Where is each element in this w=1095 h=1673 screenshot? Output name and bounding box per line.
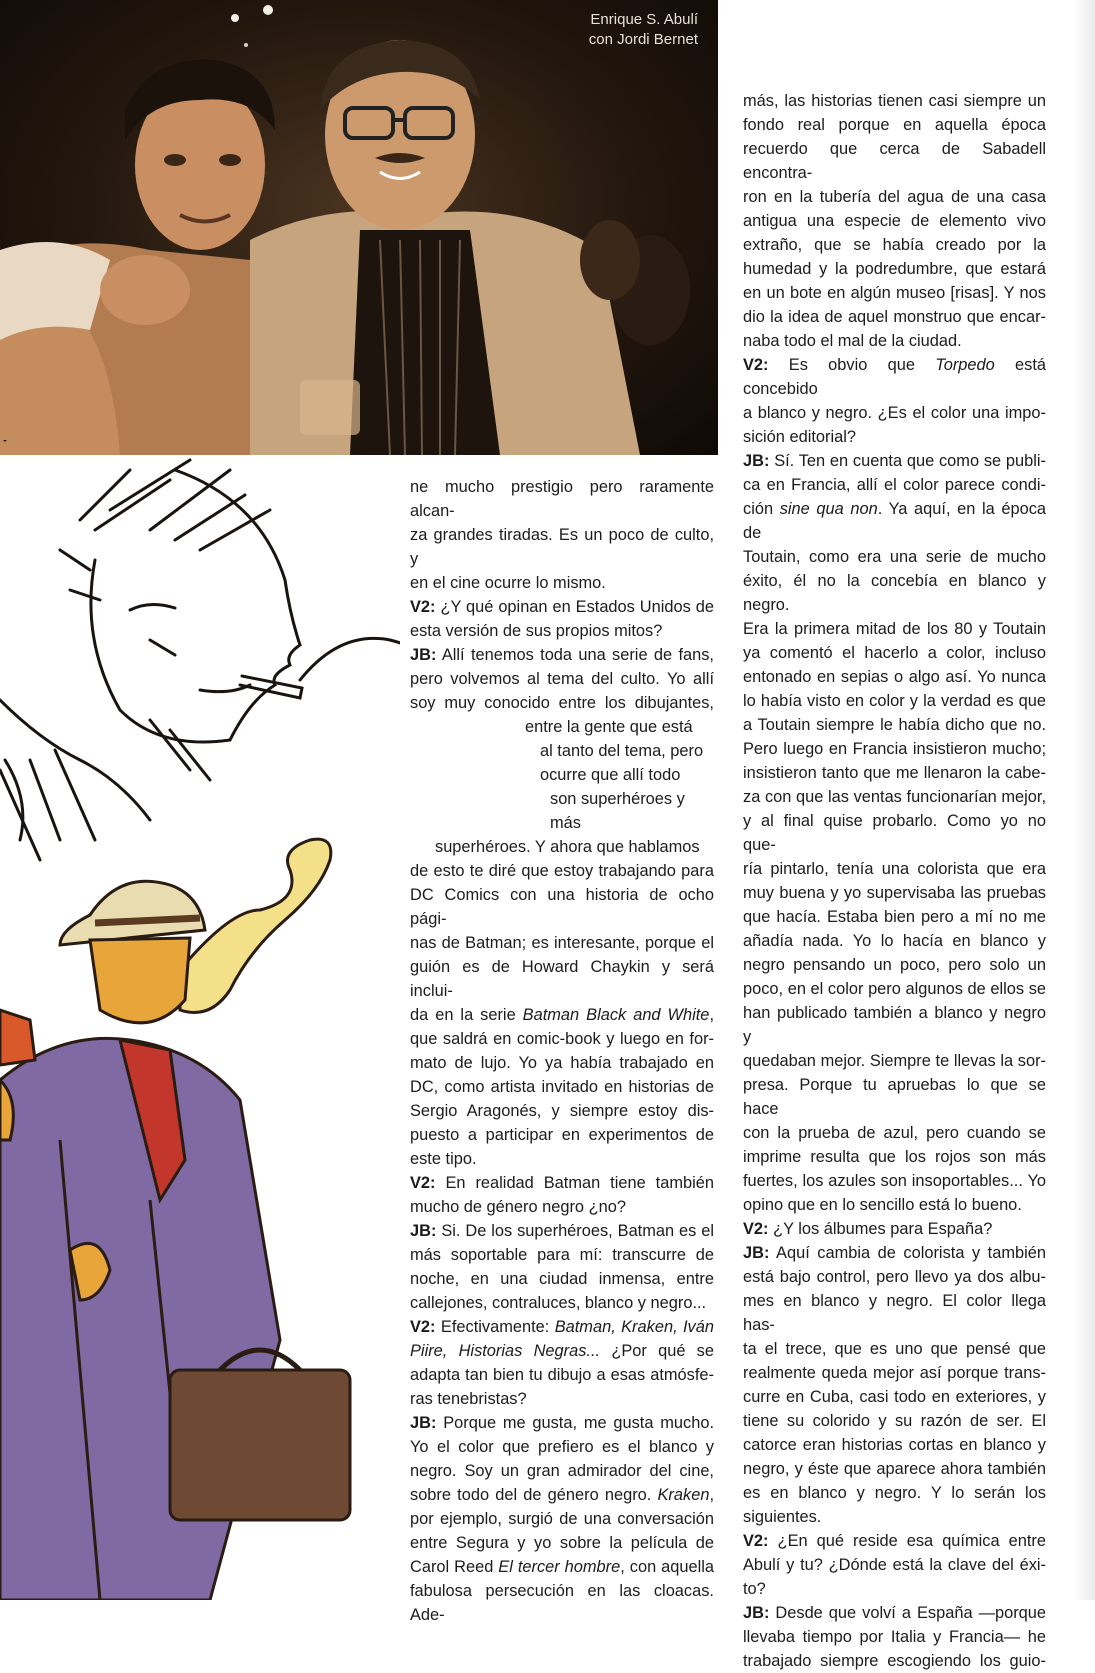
speaker-label: V2: bbox=[410, 1174, 436, 1192]
text-span: ya comentó el hacerlo a color, incluso bbox=[743, 644, 1046, 662]
text-span: está bajo control, pero llevo ya dos albu- bbox=[743, 1268, 1046, 1286]
text-line bbox=[410, 1147, 714, 1171]
text-span: opino que en lo sencillo está lo bueno. bbox=[743, 1196, 1022, 1214]
text-line bbox=[410, 691, 714, 715]
text-span: En realidad Batman tiene también bbox=[435, 1174, 714, 1192]
text-span: mato de lujo. Yo ya había trabajado en bbox=[410, 1054, 714, 1072]
text-line bbox=[743, 1385, 1046, 1409]
text-span: Torpedo bbox=[935, 356, 995, 374]
speaker-label: V2: bbox=[743, 1532, 769, 1550]
text-span: fondo real porque en aquella época bbox=[743, 116, 1046, 134]
text-line bbox=[410, 1123, 714, 1147]
text-line bbox=[410, 1459, 714, 1483]
text-span: éxito, él no la concebía en blanco y negro. bbox=[743, 572, 1046, 614]
text-span: sine qua non bbox=[779, 500, 878, 518]
text-span: recuerdo que cerca de Sabadell encontra- bbox=[743, 140, 1046, 182]
text-span: soy muy conocido entre los dibujantes, bbox=[410, 694, 714, 712]
speaker-label: JB: bbox=[410, 646, 437, 664]
text-span: sición editorial? bbox=[743, 428, 856, 446]
text-line bbox=[410, 1411, 714, 1435]
text-line bbox=[743, 545, 1046, 569]
text-span: entre Segura y yo sobre la película de bbox=[410, 1534, 714, 1552]
text-span: noche, en una ciudad inmensa, entre bbox=[410, 1270, 714, 1288]
text-span: guión es de Howard Chaykin y será inclui- bbox=[410, 958, 714, 1000]
text-line bbox=[410, 523, 714, 571]
text-span: ras tenebristas? bbox=[410, 1390, 527, 1408]
text-line bbox=[743, 905, 1046, 929]
text-line bbox=[743, 233, 1046, 257]
text-span: ocurre que allí todo bbox=[540, 766, 681, 784]
text-line bbox=[743, 1049, 1046, 1073]
text-span: siguientes. bbox=[743, 1508, 822, 1526]
text-line bbox=[410, 643, 714, 667]
text-span: Batman, Kraken, Iván bbox=[554, 1318, 714, 1336]
text-line bbox=[410, 1003, 714, 1027]
text-line bbox=[743, 881, 1046, 905]
text-span: más soportable para mí: transcurre de bbox=[410, 1246, 714, 1264]
text-span: za grandes tiradas. Es un poco de culto, y bbox=[410, 526, 714, 568]
text-line bbox=[743, 1145, 1046, 1169]
text-span: tiene su colorido y su razón de ser. El bbox=[743, 1412, 1046, 1430]
caption-line: Enrique S. Abulí bbox=[590, 11, 698, 28]
text-line bbox=[410, 571, 714, 595]
text-line bbox=[743, 1409, 1046, 1433]
text-line bbox=[410, 883, 714, 931]
text-span: , bbox=[709, 1006, 714, 1024]
speaker-label: V2: bbox=[410, 598, 436, 616]
text-span: . Ya aquí, en la época de bbox=[743, 500, 1047, 542]
text-line bbox=[743, 473, 1046, 497]
text-span: negro pensando un poco, pero solo un bbox=[743, 956, 1046, 974]
text-line bbox=[410, 739, 714, 763]
text-line bbox=[743, 401, 1046, 425]
text-line bbox=[743, 1217, 1046, 1241]
text-span: curre en Cuba, casi todo en exteriores, y bbox=[743, 1388, 1046, 1406]
text-span: y al final quise probarlo. Como yo no que- bbox=[743, 812, 1046, 854]
text-span: , con aquella bbox=[620, 1558, 715, 1576]
text-line bbox=[743, 857, 1046, 881]
text-line bbox=[743, 569, 1046, 617]
speaker-label: JB: bbox=[410, 1222, 437, 1240]
text-span: presa. Porque tu apruebas lo que se hace bbox=[743, 1076, 1046, 1118]
text-line bbox=[743, 305, 1046, 329]
text-line bbox=[743, 449, 1046, 473]
text-line bbox=[410, 1099, 714, 1123]
text-line bbox=[410, 1363, 714, 1387]
text-line bbox=[743, 329, 1046, 353]
text-line bbox=[743, 1577, 1046, 1601]
text-line bbox=[410, 1267, 714, 1291]
text-span: a Toutain siempre le había dicho que no. bbox=[743, 716, 1046, 734]
text-span: to? bbox=[743, 1580, 766, 1598]
text-line bbox=[743, 425, 1046, 449]
text-span: Batman Black and White bbox=[522, 1006, 710, 1024]
text-line bbox=[743, 209, 1046, 233]
photo-caption bbox=[589, 10, 698, 50]
text-span: Carol Reed bbox=[410, 1558, 499, 1576]
text-span: negro. Soy un gran admirador del cine, bbox=[410, 1462, 714, 1480]
text-span: a blanco y negro. ¿Es el color una impo- bbox=[743, 404, 1046, 422]
text-span: de esto te diré que estoy trabajando para bbox=[410, 862, 714, 880]
text-span: Toutain, como era una serie de mucho bbox=[743, 548, 1046, 566]
text-line bbox=[410, 1339, 714, 1363]
text-span: da en la serie bbox=[410, 1006, 523, 1024]
text-line bbox=[743, 809, 1046, 857]
text-span: ción bbox=[743, 500, 780, 518]
speaker-label: JB: bbox=[410, 1414, 437, 1432]
text-line bbox=[410, 1387, 714, 1411]
text-span: poco, en el color pero algunos de ellos se bbox=[743, 980, 1046, 998]
text-span: ron en la tubería del agua de una casa bbox=[743, 188, 1046, 206]
text-line bbox=[410, 667, 714, 691]
speaker-label: V2: bbox=[743, 356, 769, 374]
text-span: Kraken bbox=[657, 1486, 710, 1504]
text-line bbox=[410, 835, 714, 859]
text-line bbox=[743, 785, 1046, 809]
text-line bbox=[743, 89, 1046, 113]
text-span: ¿Y los álbumes para España? bbox=[768, 1220, 993, 1238]
text-line bbox=[410, 619, 714, 643]
text-line bbox=[410, 931, 714, 955]
text-span: Sergio Aragonés, y siempre estoy dis- bbox=[410, 1102, 714, 1120]
text-line bbox=[743, 1553, 1046, 1577]
text-span: entonado en sepias o algo así. Yo nunca bbox=[743, 668, 1046, 686]
text-line bbox=[743, 1169, 1046, 1193]
text-line bbox=[410, 1291, 714, 1315]
text-span: lo había visto en color y la verdad es que bbox=[743, 692, 1046, 710]
text-span: Efectivamente: bbox=[435, 1318, 555, 1336]
text-span: que hacía. Estaba bien pero a mí no me bbox=[743, 908, 1046, 926]
text-span: ne mucho prestigio pero raramente alcan- bbox=[410, 478, 714, 520]
text-span: es en blanco y negro. Y lo serán los bbox=[743, 1484, 1046, 1502]
text-span: Yo el color que prefiero es el blanco y bbox=[410, 1438, 714, 1456]
text-span: entre la gente que está bbox=[525, 718, 693, 736]
text-line bbox=[743, 137, 1046, 185]
speaker-label: JB: bbox=[743, 452, 770, 470]
text-span: insistieron tanto que me llenaron la cabe- bbox=[743, 764, 1046, 782]
text-line bbox=[410, 715, 714, 739]
text-line bbox=[410, 955, 714, 1003]
text-line bbox=[743, 1073, 1046, 1121]
text-line bbox=[743, 689, 1046, 713]
comic-illustration bbox=[0, 440, 400, 1600]
text-line bbox=[410, 1315, 714, 1339]
speaker-label: V2: bbox=[410, 1318, 436, 1336]
text-span: antigua una especie de elemento vivo bbox=[743, 212, 1046, 230]
text-span: trabajado siempre escogiendo los guio- bbox=[743, 1652, 1046, 1670]
text-line bbox=[410, 1555, 714, 1579]
text-span: está concebido bbox=[743, 356, 1046, 398]
text-line bbox=[743, 713, 1046, 737]
text-line bbox=[410, 1483, 714, 1507]
text-line bbox=[410, 1027, 714, 1051]
text-span: dio la idea de aquel monstruo que encar- bbox=[743, 308, 1046, 326]
text-span: este tipo. bbox=[410, 1150, 477, 1168]
text-line bbox=[743, 1433, 1046, 1457]
text-span: El tercer hombre bbox=[498, 1558, 621, 1576]
text-span: ría pintarlo, tenía una colorista que era bbox=[743, 860, 1046, 878]
text-line bbox=[743, 641, 1046, 665]
text-span: ta el trece, que es uno que pensé que bbox=[743, 1340, 1046, 1358]
text-span: za con que las ventas funcionarían mejor, bbox=[743, 788, 1046, 806]
speaker-label: JB: bbox=[743, 1604, 770, 1622]
text-span: adapta tan bien tu dibujo a esas atmósfe- bbox=[410, 1366, 714, 1384]
text-span: al tanto del tema, pero bbox=[540, 742, 704, 760]
text-span: realmente queda mejor así porque trans- bbox=[743, 1364, 1046, 1382]
text-span: Era la primera mitad de los 80 y Toutain bbox=[743, 620, 1046, 638]
text-span: humedad y la podredumbre, que estará bbox=[743, 260, 1046, 278]
text-span: Si. De los superhéroes, Batman es el bbox=[436, 1222, 714, 1240]
text-span: superhéroes. Y ahora que hablamos bbox=[435, 838, 700, 856]
text-span: son superhéroes y más bbox=[550, 790, 685, 832]
text-line bbox=[743, 1001, 1046, 1049]
text-span: con la prueba de azul, pero cuando se bbox=[743, 1124, 1046, 1142]
text-line bbox=[410, 1579, 714, 1627]
text-span: callejones, contraluces, blanco y negro... bbox=[410, 1294, 707, 1312]
text-line bbox=[410, 859, 714, 883]
text-line bbox=[743, 1625, 1046, 1649]
text-span: extraño, que se había creado por la bbox=[743, 236, 1046, 254]
text-line bbox=[410, 1243, 714, 1267]
text-span: sobre todo del de género negro. bbox=[410, 1486, 658, 1504]
text-line bbox=[743, 1481, 1046, 1505]
text-line bbox=[410, 595, 714, 619]
text-column-2 bbox=[743, 89, 1046, 1673]
text-span: Pero luego en Francia insistieron mucho; bbox=[743, 740, 1046, 758]
text-line bbox=[410, 763, 714, 787]
page-edge bbox=[1075, 0, 1095, 1600]
text-line bbox=[743, 281, 1046, 305]
text-line bbox=[743, 737, 1046, 761]
text-line bbox=[743, 953, 1046, 977]
photo-image bbox=[0, 0, 718, 455]
text-line bbox=[743, 1529, 1046, 1553]
text-span: por ejemplo, surgió de una conversación bbox=[410, 1510, 714, 1528]
text-line bbox=[743, 257, 1046, 281]
text-line bbox=[743, 1457, 1046, 1481]
text-span: ¿Por qué se bbox=[600, 1342, 714, 1360]
text-span: Sí. Ten en cuenta que como se publi- bbox=[769, 452, 1046, 470]
text-span: llevaba tiempo por Italia y Francia— he bbox=[743, 1628, 1046, 1646]
text-span: catorce eran historias cortas en blanco y bbox=[743, 1436, 1046, 1454]
text-line bbox=[743, 929, 1046, 953]
text-line bbox=[743, 1289, 1046, 1337]
text-line bbox=[743, 1241, 1046, 1265]
speaker-label: V2: bbox=[743, 1220, 769, 1238]
text-span: ca en Francia, allí el color parece condi- bbox=[743, 476, 1046, 494]
text-line bbox=[743, 497, 1046, 545]
text-span: fabulosa persecución en las cloacas. Ade- bbox=[410, 1582, 714, 1624]
text-span: nas de Batman; es interesante, porque el bbox=[410, 934, 714, 952]
text-span: , bbox=[709, 1486, 714, 1504]
text-span: Es obvio que bbox=[768, 356, 936, 374]
text-line bbox=[743, 1265, 1046, 1289]
text-span: Porque me gusta, me gusta mucho. bbox=[436, 1414, 714, 1432]
text-span: ¿Y qué opinan en Estados Unidos de bbox=[435, 598, 714, 616]
text-span: naba todo el mal de la ciudad. bbox=[743, 332, 962, 350]
text-span: imprime resulta que los rojos son más bbox=[743, 1148, 1046, 1166]
text-span: han publicado también a blanco y negro y bbox=[743, 1004, 1046, 1046]
text-span: Abulí y tu? ¿Dónde está la clave del éxi- bbox=[743, 1556, 1046, 1574]
text-span: fuertes, los azules son insoportables... Yo bbox=[743, 1172, 1046, 1190]
text-line bbox=[743, 1649, 1046, 1673]
text-line bbox=[743, 113, 1046, 137]
text-span: DC, como artista invitado en historias de bbox=[410, 1078, 714, 1096]
text-line bbox=[743, 665, 1046, 689]
text-span: en un bote en algún museo [risas]. Y nos bbox=[743, 284, 1046, 302]
text-span: esta versión de sus propios mitos? bbox=[410, 622, 663, 640]
text-span: añadía nada. Yo lo hacía en blanco y bbox=[743, 932, 1046, 950]
text-span: que saldrá en comic-book y luego en for- bbox=[410, 1030, 714, 1048]
text-span: negro, y éste que aparece ahora también bbox=[743, 1460, 1046, 1478]
text-line bbox=[410, 1051, 714, 1075]
text-line bbox=[410, 1435, 714, 1459]
text-line bbox=[743, 353, 1046, 401]
text-line bbox=[743, 1193, 1046, 1217]
text-span: muy buena y yo supervisaba las pruebas bbox=[743, 884, 1046, 902]
text-line bbox=[743, 1505, 1046, 1529]
text-span: Allí tenemos toda una serie de fans, bbox=[436, 646, 714, 664]
text-line bbox=[410, 475, 714, 523]
text-line bbox=[410, 1219, 714, 1243]
text-line bbox=[743, 761, 1046, 785]
text-span: DC Comics con una historia de ocho pági- bbox=[410, 886, 714, 928]
text-span: pero volvemos al tema del culto. Yo allí bbox=[410, 670, 714, 688]
comic-drawing bbox=[0, 440, 400, 1600]
caption-line: con Jordi Bernet bbox=[588, 31, 698, 48]
text-line bbox=[743, 617, 1046, 641]
speaker-label: JB: bbox=[743, 1244, 770, 1262]
text-line bbox=[743, 977, 1046, 1001]
text-line bbox=[743, 1601, 1046, 1625]
text-span: mucho de género negro ¿no? bbox=[410, 1198, 626, 1216]
text-span: mes en blanco y negro. El color llega has- bbox=[743, 1292, 1046, 1334]
text-line bbox=[410, 1507, 714, 1531]
text-line bbox=[410, 1531, 714, 1555]
text-line bbox=[743, 185, 1046, 209]
text-column-1 bbox=[410, 475, 714, 1627]
text-span: puesto a participar en experimentos de bbox=[410, 1126, 714, 1144]
text-span: Piire, Historias Negras... bbox=[410, 1342, 601, 1360]
text-line bbox=[410, 1171, 714, 1195]
text-span: Desde que volví a España —porque bbox=[769, 1604, 1046, 1622]
text-line bbox=[743, 1361, 1046, 1385]
text-line bbox=[410, 1075, 714, 1099]
text-line bbox=[410, 1195, 714, 1219]
text-line bbox=[410, 787, 714, 835]
text-span: quedaban mejor. Siempre te llevas la sor- bbox=[743, 1052, 1046, 1070]
text-span: en el cine ocurre lo mismo. bbox=[410, 574, 606, 592]
text-line bbox=[743, 1121, 1046, 1145]
text-span: Aquí cambia de colorista y también bbox=[769, 1244, 1046, 1262]
text-span: más, las historias tienen casi siempre un bbox=[743, 92, 1046, 110]
photo bbox=[0, 0, 718, 455]
text-line bbox=[743, 1337, 1046, 1361]
text-span: ¿En qué reside esa química entre bbox=[768, 1532, 1046, 1550]
